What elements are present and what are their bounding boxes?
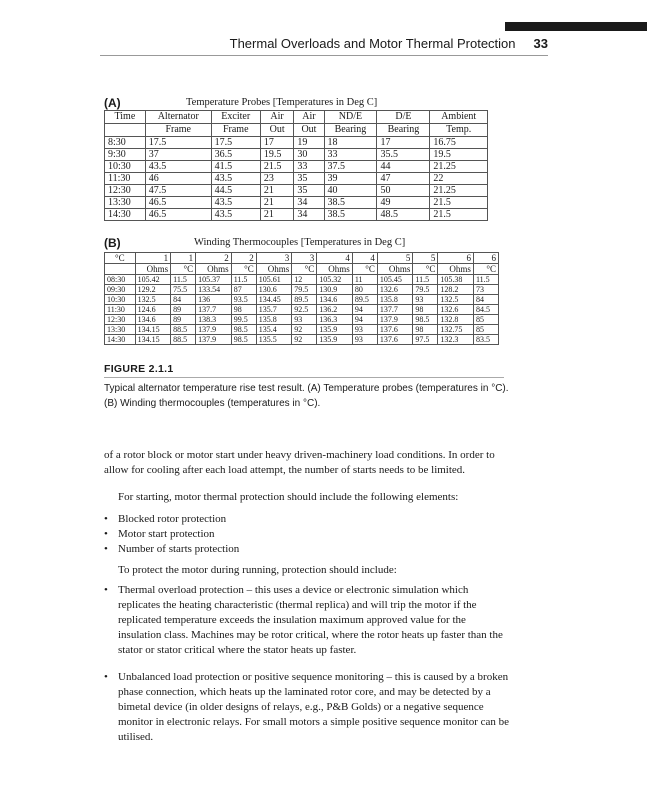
table-cell: 17.5 <box>145 137 211 149</box>
bullet-icon: • <box>104 528 108 540</box>
table-cell: 132.5 <box>135 295 171 305</box>
column-header: Time <box>105 111 146 124</box>
column-header: Ohms <box>377 264 413 275</box>
column-header: 3 <box>256 253 292 264</box>
table-cell: 98.5 <box>231 335 256 345</box>
table-row <box>105 185 488 197</box>
header-rule <box>100 55 548 56</box>
table-cell: 11:30 <box>105 305 136 315</box>
table-cell: 11.5 <box>171 275 196 285</box>
table-cell: 89.5 <box>292 295 317 305</box>
table-cell: 12 <box>292 275 317 285</box>
table-cell: 21.5 <box>430 197 488 209</box>
start-item <box>104 542 509 557</box>
table-cell: 134.45 <box>256 295 292 305</box>
table-cell: 11.5 <box>473 275 498 285</box>
table-cell: 134.15 <box>135 335 171 345</box>
table-cell: 13:30 <box>105 197 146 209</box>
table-cell: 132.75 <box>438 325 474 335</box>
table-cell: 37 <box>145 149 211 161</box>
table-cell: 99.5 <box>231 315 256 325</box>
table-cell: 43.5 <box>211 173 260 185</box>
table-cell: 18 <box>324 137 377 149</box>
table-cell: 135.5 <box>256 335 292 345</box>
table-row <box>105 197 488 209</box>
table-a-label: (A) <box>104 96 121 110</box>
table-cell: 39 <box>324 173 377 185</box>
table-cell: 46.5 <box>145 197 211 209</box>
table-header-row <box>105 111 488 124</box>
chapter-title: Thermal Overloads and Motor Thermal Protection <box>229 36 516 51</box>
table-cell: 49 <box>377 197 430 209</box>
table-cell: 105.42 <box>135 275 171 285</box>
column-header: Temp. <box>430 124 488 137</box>
table-cell: 19.5 <box>260 149 294 161</box>
table-cell: 79.5 <box>413 285 438 295</box>
start-item-text: Number of starts protection <box>118 543 240 555</box>
table-cell: 135.9 <box>317 325 353 335</box>
column-header: Frame <box>145 124 211 137</box>
table-cell: 105.45 <box>377 275 413 285</box>
table-cell: 50 <box>377 185 430 197</box>
table-cell: 47.5 <box>145 185 211 197</box>
column-header: 6 <box>438 253 474 264</box>
table-cell: 44.5 <box>211 185 260 197</box>
table-cell: 79.5 <box>292 285 317 295</box>
table-cell: 46.5 <box>145 209 211 221</box>
column-header <box>105 124 146 137</box>
table-row <box>105 161 488 173</box>
table-row <box>105 137 488 149</box>
run-item-text: Unbalanced load protection or positive sequence monitoring – this is caused by a broken phase connection, which heats up the laminated rotor core, and may be detected by a bimetal device (in older designs of relays, e.g., P&B Golds) or a negative sequence monitor in electronic relays. For small motors a simple positive sequence monitor can be utilised. <box>118 671 510 743</box>
table-cell: 11.5 <box>413 275 438 285</box>
table-cell: 137.7 <box>196 305 232 315</box>
table-cell: 36.5 <box>211 149 260 161</box>
column-header: ND/E <box>324 111 377 124</box>
table-cell: 94 <box>352 315 377 325</box>
table-cell: 98 <box>413 325 438 335</box>
table-row <box>105 325 499 335</box>
column-header: 2 <box>196 253 232 264</box>
table-cell: 17 <box>377 137 430 149</box>
column-header: °C <box>473 264 498 275</box>
table-cell: 38.5 <box>324 209 377 221</box>
table-cell: 30 <box>294 149 324 161</box>
table-cell: 43.5 <box>211 209 260 221</box>
table-cell: 14:30 <box>105 335 136 345</box>
table-header-row <box>105 124 488 137</box>
table-cell: 43.5 <box>211 197 260 209</box>
table-cell: 21.5 <box>260 161 294 173</box>
table-cell: 21 <box>260 185 294 197</box>
figure-caption <box>104 381 514 411</box>
table-cell: 08:30 <box>105 275 136 285</box>
table-cell: 134.15 <box>135 325 171 335</box>
figure-number: FIGURE 2.1.1 <box>104 363 174 375</box>
caption-rule <box>104 377 504 378</box>
table-cell: 87 <box>231 285 256 295</box>
table-cell: 12:30 <box>105 185 146 197</box>
table-cell: 83.5 <box>473 335 498 345</box>
bullet-icon: • <box>104 543 108 555</box>
start-item-text: Motor start protection <box>118 528 215 540</box>
table-cell: 73 <box>473 285 498 295</box>
column-header: Bearing <box>324 124 377 137</box>
table-cell: 105.32 <box>317 275 353 285</box>
table-cell: 37.5 <box>324 161 377 173</box>
table-cell: 132.6 <box>438 305 474 315</box>
table-cell: 88.5 <box>171 325 196 335</box>
table-cell: 23 <box>260 173 294 185</box>
table-row <box>105 275 499 285</box>
table-cell: 137.6 <box>377 325 413 335</box>
table-cell: 13:30 <box>105 325 136 335</box>
table-cell: 136 <box>196 295 232 305</box>
table-cell: 137.9 <box>196 335 232 345</box>
table-cell: 124.6 <box>135 305 171 315</box>
table-cell: 93 <box>352 335 377 345</box>
table-cell: 21.25 <box>430 161 488 173</box>
running-header <box>100 36 548 51</box>
column-header: Ambient <box>430 111 488 124</box>
table-cell: 10:30 <box>105 161 146 173</box>
table-cell: 44 <box>377 161 430 173</box>
table-cell: 98 <box>413 305 438 315</box>
column-header: Air <box>294 111 324 124</box>
column-header: °C <box>352 264 377 275</box>
paragraph-2: For starting, motor thermal protection should include the following elements: <box>118 491 459 503</box>
column-header: Out <box>260 124 294 137</box>
table-cell: 84 <box>473 295 498 305</box>
table-cell: 130.6 <box>256 285 292 295</box>
table-cell: 34 <box>294 209 324 221</box>
table-cell: 89 <box>171 315 196 325</box>
caption-line-2: (B) Winding thermocouples (temperatures in °C). <box>104 398 321 409</box>
table-cell: 16.75 <box>430 137 488 149</box>
table-cell: 21.5 <box>430 209 488 221</box>
table-cell: 98 <box>231 305 256 315</box>
table-cell: 35 <box>294 185 324 197</box>
column-header: °C <box>171 264 196 275</box>
table-cell: 137.9 <box>196 325 232 335</box>
table-row <box>105 209 488 221</box>
column-header: Exciter <box>211 111 260 124</box>
column-header: 4 <box>352 253 377 264</box>
table-cell: 98.5 <box>413 315 438 325</box>
table-cell: 46 <box>145 173 211 185</box>
table-cell: 135.8 <box>256 315 292 325</box>
bullet-icon: • <box>104 513 108 525</box>
table-cell: 12:30 <box>105 315 136 325</box>
table-cell: 11:30 <box>105 173 146 185</box>
table-cell: 134.6 <box>317 295 353 305</box>
column-header <box>105 264 136 275</box>
column-header: 3 <box>292 253 317 264</box>
column-header: 5 <box>413 253 438 264</box>
table-cell: 137.7 <box>377 305 413 315</box>
table-cell: 09:30 <box>105 285 136 295</box>
table-cell: 93.5 <box>231 295 256 305</box>
table-cell: 21 <box>260 197 294 209</box>
table-cell: 84 <box>171 295 196 305</box>
table-cell: 48.5 <box>377 209 430 221</box>
table-cell: 34 <box>294 197 324 209</box>
column-header: Ohms <box>196 264 232 275</box>
table-cell: 17 <box>260 137 294 149</box>
table-cell: 85 <box>473 325 498 335</box>
table-cell: 40 <box>324 185 377 197</box>
table-cell: 136.2 <box>317 305 353 315</box>
column-header: Ohms <box>256 264 292 275</box>
table-row <box>105 285 499 295</box>
table-cell: 105.61 <box>256 275 292 285</box>
column-header: D/E <box>377 111 430 124</box>
table-cell: 21 <box>260 209 294 221</box>
run-item <box>104 583 509 658</box>
table-cell: 135.4 <box>256 325 292 335</box>
start-item <box>104 512 509 527</box>
table-cell: 132.6 <box>377 285 413 295</box>
table-header-row <box>105 253 499 264</box>
table-cell: 134.6 <box>135 315 171 325</box>
table-cell: 97.5 <box>413 335 438 345</box>
table-cell: 92 <box>292 335 317 345</box>
table-cell: 92 <box>292 325 317 335</box>
paragraph-3: To protect the motor during running, protection should include: <box>118 564 397 576</box>
column-header: 5 <box>377 253 413 264</box>
table-cell: 136.3 <box>317 315 353 325</box>
table-cell: 19.5 <box>430 149 488 161</box>
column-header: 4 <box>317 253 353 264</box>
column-header: Ohms <box>135 264 171 275</box>
table-cell: 11 <box>352 275 377 285</box>
table-cell: 135.7 <box>256 305 292 315</box>
table-cell: 132.8 <box>438 315 474 325</box>
table-row <box>105 315 499 325</box>
paragraph-1: of a rotor block or motor start under heavy driven-machinery load conditions. In order to allow for cooling after each load attempt, the number of starts needs to be limited. <box>104 449 495 476</box>
column-header: Out <box>294 124 324 137</box>
start-item-text: Blocked rotor protection <box>118 513 227 525</box>
table-cell: 105.38 <box>438 275 474 285</box>
bullet-icon: • <box>104 671 108 683</box>
table-cell: 98.5 <box>231 325 256 335</box>
table-cell: 105.37 <box>196 275 232 285</box>
column-header: 1 <box>171 253 196 264</box>
table-cell: 137.6 <box>377 335 413 345</box>
table-cell: 47 <box>377 173 430 185</box>
table-cell: 133.54 <box>196 285 232 295</box>
run-item <box>104 670 509 745</box>
table-cell: 85 <box>473 315 498 325</box>
table-cell: 129.2 <box>135 285 171 295</box>
table-row <box>105 295 499 305</box>
table-cell: 130.9 <box>317 285 353 295</box>
table-cell: 21.25 <box>430 185 488 197</box>
column-header: °C <box>105 253 136 264</box>
table-cell: 17.5 <box>211 137 260 149</box>
table-cell: 94 <box>352 305 377 315</box>
table-cell: 93 <box>413 295 438 305</box>
table-cell: 84.5 <box>473 305 498 315</box>
column-header: Ohms <box>438 264 474 275</box>
table-cell: 89.5 <box>352 295 377 305</box>
column-header: Ohms <box>317 264 353 275</box>
start-item <box>104 527 509 542</box>
caption-line-1: Typical alternator temperature rise test result. (A) Temperature probes (temperatures in °C). <box>104 383 509 394</box>
column-header: °C <box>292 264 317 275</box>
table-cell: 135.8 <box>377 295 413 305</box>
table-cell: 38.5 <box>324 197 377 209</box>
winding-thermocouples-table <box>104 252 499 345</box>
table-a-title: Temperature Probes [Temperatures in Deg C] <box>186 97 378 108</box>
table-cell: 75.5 <box>171 285 196 295</box>
table-cell: 41.5 <box>211 161 260 173</box>
table-cell: 11.5 <box>231 275 256 285</box>
table-cell: 33 <box>294 161 324 173</box>
table-cell: 93 <box>292 315 317 325</box>
table-cell: 135.9 <box>317 335 353 345</box>
table-row <box>105 305 499 315</box>
column-header: °C <box>413 264 438 275</box>
column-header: Air <box>260 111 294 124</box>
table-cell: 10:30 <box>105 295 136 305</box>
table-cell: 138.3 <box>196 315 232 325</box>
page-number: 33 <box>533 36 548 51</box>
table-cell: 8:30 <box>105 137 146 149</box>
table-row <box>105 149 488 161</box>
table-cell: 89 <box>171 305 196 315</box>
table-header-row <box>105 264 499 275</box>
table-cell: 9:30 <box>105 149 146 161</box>
table-b-title: Winding Thermocouples [Temperatures in Deg C] <box>194 237 406 248</box>
table-cell: 35.5 <box>377 149 430 161</box>
table-cell: 35 <box>294 173 324 185</box>
bullet-icon: • <box>104 584 108 596</box>
table-cell: 33 <box>324 149 377 161</box>
table-cell: 43.5 <box>145 161 211 173</box>
table-cell: 92.5 <box>292 305 317 315</box>
column-header: Alternator <box>145 111 211 124</box>
table-cell: 22 <box>430 173 488 185</box>
table-cell: 88.5 <box>171 335 196 345</box>
column-header: 6 <box>473 253 498 264</box>
table-row <box>105 173 488 185</box>
column-header: Bearing <box>377 124 430 137</box>
column-header: °C <box>231 264 256 275</box>
run-item-text: Thermal overload protection – this uses a device or electronic simulation which replicates the heating characteristic (thermal replica) and will trip the motor if the replicated temperature exceeds the insulation maximum approved value for the insulation class. Machines may be rotor critical, where the rotor heats up faster than the stator or stator critical where the stator heats up faster. <box>118 584 503 656</box>
table-cell: 128.2 <box>438 285 474 295</box>
header-bar <box>505 22 647 31</box>
column-header: Frame <box>211 124 260 137</box>
table-cell: 19 <box>294 137 324 149</box>
table-cell: 132.3 <box>438 335 474 345</box>
column-header: 2 <box>231 253 256 264</box>
table-cell: 93 <box>352 325 377 335</box>
table-cell: 14:30 <box>105 209 146 221</box>
table-b-label: (B) <box>104 236 121 250</box>
column-header: 1 <box>135 253 171 264</box>
table-cell: 132.5 <box>438 295 474 305</box>
table-cell: 137.9 <box>377 315 413 325</box>
table-cell: 80 <box>352 285 377 295</box>
temperature-probes-table <box>104 110 488 221</box>
table-row <box>105 335 499 345</box>
